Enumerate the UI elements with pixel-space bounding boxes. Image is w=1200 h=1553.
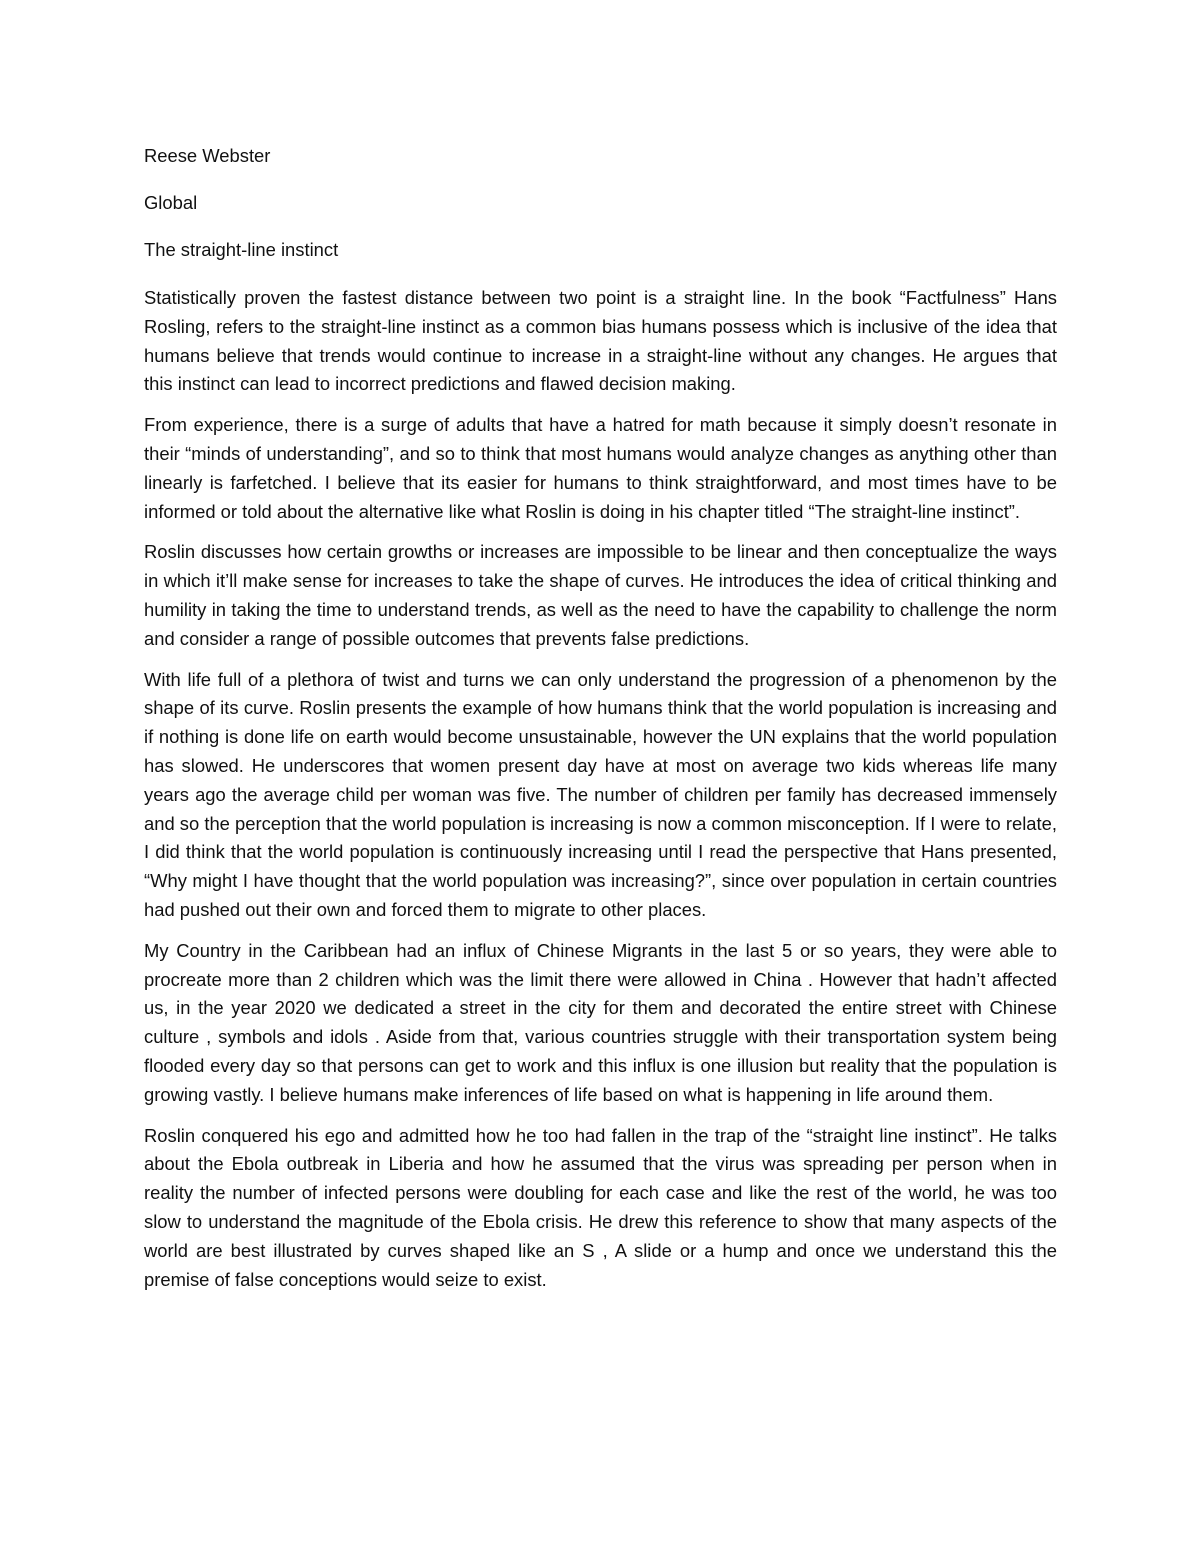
paragraph: Roslin conquered his ego and admitted how he too had fallen in the trap of the “straight line instinct”. He talks about the Ebola outbreak in Liberia and how he assumed that the virus was spreading per person when in reality the number of infected persons were doubling for each case and like the rest of the world, he was too slow to understand the magnitude of the Ebola crisis. He drew this reference to show that many aspects of the world are best illustrated by curves shaped like an S , A slide or a hump and once we understand this the premise of false conceptions would seize to exist. — [144, 1124, 1057, 1290]
paragraph: My Country in the Caribbean had an influx of Chinese Migrants in the last 5 or so years, they were able to procreate more than 2 children which was the limit there were allowed in China . However that hadn’t affected us, in the year 2020 we dedicated a street in the city for them and decorated the entire street with Chinese culture , symbols and idols . Aside from that, various countries struggle with their transportation system being flooded every day so that persons can get to work and this influx is one illusion but reality that the population is growing vastly. I believe humans make inferences of life based on what is happening in life around them. — [144, 939, 1057, 1105]
author-name: Reese Webster — [144, 145, 271, 166]
document-title: The straight-line instinct — [144, 239, 339, 260]
paragraph: With life full of a plethora of twist and turns we can only understand the progression of a phenomenon by the shape of its curve. Roslin presents the example of how humans think that the world population is increasing and if nothing is done life on earth would become unsustainable, however the UN explains that the world population has slowed. He underscores that women present day have at most on average two kids whereas life many years ago the average child per woman was five. The number of children per family has decreased immensely and so the perception that the world population is increasing is now a common misconception. If I were to relate, I did think that the world population is continuously increasing until I read the perspective that Hans presented, “Why might I have thought that the world population was increasing?”, since over population in certain countries had pushed out their own and forced them to migrate to other places. — [144, 668, 1057, 920]
paragraph: From experience, there is a surge of adults that have a hatred for math because it simply doesn’t resonate in their “minds of understanding”, and so to think that most humans would analyze changes as anything other than linearly is farfetched. I believe that its easier for humans to think straightforward, and most times have to be informed or told about the alternative like what Roslin is doing in his chapter titled “The straight-line instinct”. — [144, 414, 1057, 522]
paragraph: Statistically proven the fastest distance between two point is a straight line. In the book “Factfulness” Hans Rosling, refers to the straight-line instinct as a common bias humans possess which is inclusive of the idea that humans believe that trends would continue to increase in a straight-line without any changes. He argues that this instinct can lead to incorrect predictions and flawed decision making. — [144, 287, 1057, 395]
document-body — [144, 143, 1057, 1306]
course-name: Global — [144, 192, 198, 213]
paragraph: Roslin discusses how certain growths or increases are impossible to be linear and then conceptualize the ways in which it’ll make sense for increases to take the shape of curves. He introduces the idea of critical thinking and humility in taking the time to understand trends, as well as the need to have the capability to challenge the norm and consider a range of possible outcomes that prevents false predictions. — [144, 541, 1057, 649]
